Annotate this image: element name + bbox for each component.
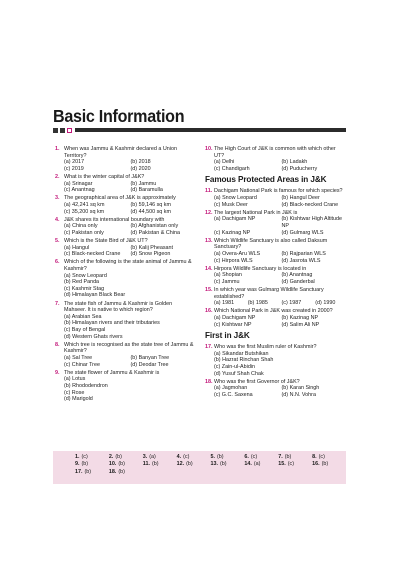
answer-item (312, 461, 346, 468)
answer-number: 11. (142, 461, 150, 468)
question-number: 17. (205, 344, 213, 351)
option: (c) Kashmir Stag (64, 285, 105, 292)
question-head (55, 370, 195, 377)
answer-number: 2. (108, 454, 114, 460)
option: (b) Kishtwar High Altitude NP (281, 216, 343, 229)
question-number: 16. (205, 308, 213, 315)
options-list (64, 314, 195, 340)
answer-number: 17. (75, 468, 83, 475)
question-number: 7. (55, 300, 60, 307)
answer-item (278, 454, 312, 461)
option: (d) Himalayan Black Bear (64, 292, 126, 299)
option: (d) Yusuf Shah Chak (214, 370, 264, 377)
option: (d) Salim Ali NP (281, 321, 320, 328)
option: (c) Kazinag NP (214, 229, 251, 236)
question-text: The High Court of J&K is common with which other UT? (214, 146, 336, 159)
question (55, 238, 195, 258)
answer-value: (b) (220, 461, 227, 468)
question-text: The state flower of Jammu & Kashmir is (64, 369, 160, 376)
question-head (205, 287, 347, 300)
option: (c) Jammu (214, 278, 240, 285)
options-list (64, 202, 195, 215)
question (205, 146, 347, 172)
option: (b) Hazrat Rinchan Shah (214, 357, 274, 364)
options-list (214, 272, 347, 285)
option: (a) Dachigam NP (214, 216, 256, 223)
answer-number: 5. (210, 454, 215, 460)
option: (a) Sikandar Butshikan (214, 350, 269, 357)
option: (b) 1985 (247, 300, 268, 307)
question (55, 146, 195, 172)
question-number: 5. (55, 238, 60, 245)
option: (d) Black-necked Crane (281, 201, 339, 208)
option: (a) Srinagar (64, 180, 93, 187)
option: (b) 2018 (130, 159, 151, 166)
question-number: 4. (55, 216, 60, 223)
answer-row (53, 454, 346, 461)
question-head (55, 301, 195, 314)
question-number: 2. (55, 173, 60, 180)
option: (b) 59,146 sq km (130, 201, 171, 208)
answer-value: (c) (81, 454, 88, 460)
option: (d) Ganderbal (281, 278, 315, 285)
answer-number: 14. (244, 461, 252, 468)
option: (a) Arabian Sea (64, 313, 102, 320)
answer-value: (b) (118, 461, 125, 468)
question-head (55, 238, 195, 245)
option: (d) Pakistan & China (130, 229, 180, 236)
question (55, 370, 195, 403)
option: (d) Gulmarg WLS (281, 229, 324, 236)
question-number: 12. (205, 209, 213, 216)
option: (b) Anantnag (281, 272, 313, 279)
page-title: Basic Information (53, 106, 185, 126)
question-text: Dachigam National Park is famous for which species? (214, 188, 343, 195)
question-head (55, 174, 195, 181)
question (205, 188, 347, 208)
question-number: 9. (55, 369, 60, 376)
question-text: In which year was Gulmarg Wildlife Sanctuary established? (214, 287, 324, 300)
section-heading-protected-areas: Famous Protected Areas in J&K (205, 175, 327, 185)
option: (b) Kalij Pheasant (130, 244, 174, 251)
option: (c) 35,200 sq km (64, 208, 105, 215)
option: (d) Snow Pigeon (130, 251, 171, 258)
question-text: Who was the first Muslim ruler of Kashmir? (214, 344, 317, 351)
question (55, 301, 195, 341)
option: (a) 1981 (214, 300, 235, 307)
right-column (205, 146, 347, 400)
question (205, 238, 347, 264)
options-list (64, 245, 195, 258)
question-text: What is the winter capital of J&K? (64, 173, 145, 180)
question-text: Who was the first Governor of J&K? (214, 378, 300, 385)
question (55, 174, 195, 194)
left-column (55, 146, 195, 404)
answer-number: 16. (312, 461, 320, 468)
option: (b) Hangul Deer (281, 194, 320, 201)
answer-item (211, 454, 245, 461)
answer-number: 3. (142, 454, 148, 460)
question (205, 266, 347, 286)
option: (b) Himalayan rivers and their tributaries (64, 320, 160, 327)
option: (a) China only (64, 223, 98, 230)
options-list (64, 223, 195, 236)
option: (d) Western Ghats rivers (64, 333, 123, 340)
question-text: Which Wildlife Sanctuary is also called Daksum Sanctuary? (214, 237, 328, 251)
answer-key (53, 451, 346, 484)
answer-value: (b) (151, 461, 159, 468)
question-head (55, 342, 195, 355)
question-number: 8. (55, 341, 60, 348)
answer-value: (b) (81, 461, 89, 468)
option: (b) Banyan Tree (130, 354, 170, 361)
answer-number: 4. (176, 454, 182, 460)
question-head (205, 238, 347, 251)
answer-number: 9. (75, 461, 80, 468)
option: (a) Snow Leopard (64, 272, 107, 279)
question-text: Which National Park in J&K was created in 2000? (214, 308, 333, 315)
question (205, 379, 347, 399)
answer-row (53, 461, 346, 468)
question (55, 195, 195, 215)
answer-number: 18. (108, 468, 117, 475)
option: (c) Rose (64, 389, 85, 396)
question (55, 259, 195, 299)
answer-value: (c) (183, 454, 190, 460)
answer-number: 13. (210, 461, 218, 468)
option: (a) Jagmohan (214, 385, 248, 392)
question-number: 10. (205, 146, 213, 152)
question-text: Which tree is recognised as the state tree of Jammu & Kashmir? (64, 341, 194, 355)
option: (c) Kishtwar NP (214, 321, 252, 328)
option: (b) Kazinag NP (281, 315, 319, 322)
question-text: The largest National Park in J&K is (214, 209, 298, 216)
option: (c) Black-necked Crane (64, 251, 121, 258)
option: (c) Anantnag (64, 187, 95, 194)
answer-value: (a) (253, 461, 261, 468)
pink-square-icon (67, 128, 72, 133)
answer-item (109, 469, 143, 476)
answer-number: 15. (278, 461, 286, 468)
options-list (64, 181, 195, 194)
answer-item (75, 461, 109, 468)
dark-square-icon (53, 128, 58, 133)
answer-value: (c) (287, 461, 295, 468)
answer-item (143, 454, 177, 461)
answer-item (244, 461, 278, 468)
option: (b) Ladakh (281, 159, 308, 166)
question-head (205, 210, 347, 217)
options-list (64, 273, 195, 299)
question-head (205, 379, 347, 386)
answer-number: 10. (108, 461, 117, 468)
answer-item (143, 461, 177, 468)
answer-item (278, 461, 312, 468)
option: (a) 2017 (64, 159, 85, 166)
options-list (214, 300, 347, 307)
option: (c) Pakistan only (64, 229, 104, 236)
option: (a) Hangul (64, 244, 90, 251)
question-number: 11. (205, 188, 213, 195)
option: (b) Afghanistan only (130, 223, 179, 230)
question-text: Which of the following is the state animal of Jammu & Kashmir? (64, 259, 192, 273)
dark-square-icon (60, 128, 65, 133)
option: (a) Lotus (64, 376, 86, 383)
answer-item (177, 454, 211, 461)
answer-item (244, 454, 278, 461)
options-list (214, 385, 347, 398)
option: (d) 1990 (315, 300, 336, 307)
options-list (64, 355, 195, 368)
answer-value: (b) (284, 454, 292, 460)
question-head (55, 259, 195, 272)
question (205, 210, 347, 236)
option: (b) Rajparian WLS (281, 250, 326, 257)
question (55, 342, 195, 368)
question-head (55, 195, 195, 202)
title-bar (75, 128, 346, 132)
option: (b) Jammu (130, 180, 157, 187)
option: (c) Chinar Tree (64, 361, 100, 368)
answer-item (177, 461, 211, 468)
question-head (205, 308, 347, 315)
option: (d) N.N. Vohra (281, 391, 316, 398)
answer-value: (c) (318, 454, 325, 460)
answer-row (53, 469, 346, 476)
option: (a) Delhi (214, 159, 235, 166)
question-text: The geographical area of J&K is approximately (64, 195, 176, 202)
option: (a) Overa-Aru WLS (214, 250, 261, 257)
answer-item (109, 454, 143, 461)
question-text: Hirpora Wildlife Sanctuary is located in (214, 265, 307, 272)
question-text: When was Jammu & Kashmir declared a Union Territory? (64, 146, 177, 159)
option: (c) Chandigarh (214, 165, 250, 172)
answer-value: (b) (186, 461, 193, 468)
answer-value: (b) (84, 468, 92, 475)
question-head (55, 146, 195, 159)
question-number: 13. (205, 237, 213, 244)
answer-value: (a) (149, 454, 156, 460)
option: (b) Red Panda (64, 279, 100, 286)
options-list (214, 195, 347, 208)
option: (a) 42,241 sq km (64, 201, 105, 208)
question-number: 1. (55, 146, 60, 152)
answer-value: (b) (321, 461, 329, 468)
question (205, 344, 347, 377)
option: (b) Karan Singh (281, 385, 320, 392)
section-heading-first-in-jk: First in J&K (205, 331, 250, 341)
option: (c) Musk Deer (214, 201, 248, 208)
question-head (205, 266, 347, 273)
question-number: 18. (205, 378, 213, 385)
answer-item (211, 461, 245, 468)
question (55, 217, 195, 237)
answer-item (109, 461, 143, 468)
answer-number: 12. (176, 461, 185, 468)
option: (a) Dachigam NP (214, 315, 256, 322)
answer-item (75, 454, 109, 461)
options-list (214, 159, 347, 172)
answer-value: (b) (217, 454, 224, 460)
options-list (214, 315, 347, 328)
answer-number: 7. (278, 454, 283, 460)
options-list (214, 251, 347, 264)
option: (a) Snow Leopard (214, 194, 257, 201)
answer-value: (b) (118, 468, 125, 475)
option: (d) Baramulla (130, 187, 163, 194)
option: (c) Hirpora WLS (214, 257, 253, 264)
options-list (64, 159, 195, 172)
question (205, 308, 347, 328)
options-list (64, 376, 195, 402)
answer-number: 8. (312, 454, 317, 460)
option: (a) Sal Tree (64, 354, 93, 361)
option: (b) Rhododendron (64, 382, 108, 389)
question-text: The state fish of Jammu & Kashmir is Golden Mahseer. It is native to which region? (64, 300, 173, 314)
question-number: 14. (205, 265, 213, 272)
answer-item (75, 469, 109, 476)
option: (d) Marigold (64, 396, 93, 403)
question-number: 6. (55, 259, 60, 266)
option: (d) Jasrota WLS (281, 257, 321, 264)
question-number: 3. (55, 195, 60, 202)
option: (d) Puducherry (281, 165, 318, 172)
question-text: Which is the State Bird of J&K UT? (64, 238, 148, 245)
question (205, 287, 347, 307)
options-list (214, 216, 347, 236)
question-head (205, 188, 347, 195)
option: (a) Shopian (214, 272, 242, 279)
option: (d) 44,500 sq km (130, 208, 171, 215)
option: (d) 2020 (130, 165, 151, 172)
question-text: J&K shares its international boundary with (64, 216, 165, 223)
question-number: 15. (205, 287, 213, 294)
answer-value: (b) (115, 454, 122, 460)
option: (c) G.C. Saxena (214, 391, 253, 398)
option: (c) Bay of Bengal (64, 327, 106, 333)
option: (d) Deodar Tree (130, 361, 169, 368)
answer-item (312, 454, 346, 461)
question-head (205, 344, 347, 351)
option: (c) 1987 (281, 300, 302, 307)
question-head (205, 146, 347, 159)
option: (c) 2019 (64, 165, 84, 172)
answer-value: (c) (250, 454, 258, 460)
answer-number: 6. (244, 454, 249, 460)
answer-number: 1. (75, 454, 80, 460)
options-list (214, 351, 347, 377)
title-rule (53, 127, 346, 133)
option: (c) Zain-ul-Abidin (214, 364, 256, 370)
question-head (55, 217, 195, 224)
